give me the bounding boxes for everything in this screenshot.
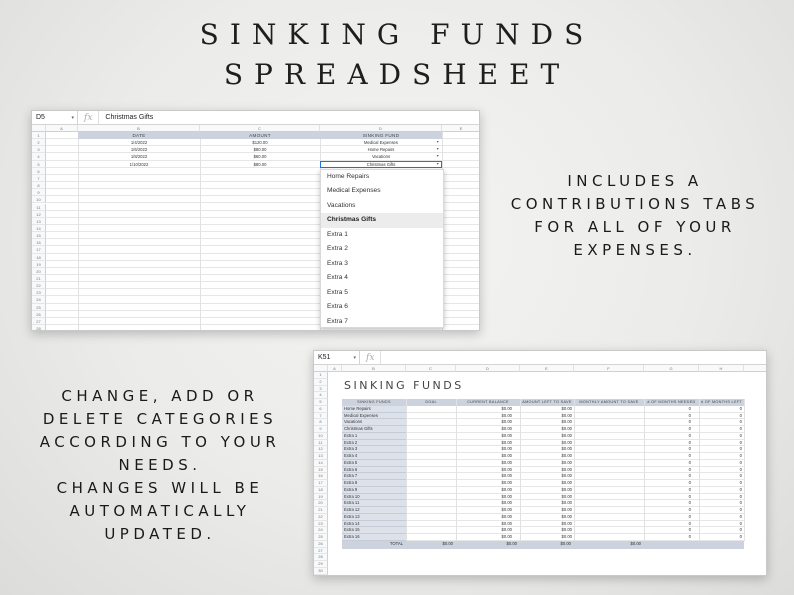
amount-left-cell[interactable]: $0.00 [561,412,572,418]
dropdown-option[interactable]: Extra 5 [327,288,348,296]
chevron-down-icon[interactable]: ▼ [436,161,440,166]
months-left-cell[interactable]: 0 [739,473,742,479]
row-number[interactable]: 2 [32,139,46,146]
total-value: $0.00 [630,540,641,546]
months-needed-cell[interactable]: 0 [688,520,691,526]
column-header[interactable]: F [574,365,644,372]
category-cell[interactable]: Extra 10 [342,494,406,501]
current-balance-cell[interactable]: $0.00 [501,439,512,445]
row-number[interactable]: 4 [314,392,328,399]
amount-left-cell[interactable]: $0.00 [561,513,572,519]
row-number[interactable]: 29 [314,561,328,568]
months-needed-cell[interactable]: 0 [688,473,691,479]
current-balance-cell[interactable]: $0.00 [501,473,512,479]
row-number[interactable]: 26 [32,311,46,318]
amount-cell[interactable]: $60.00 [253,154,267,160]
date-cell[interactable]: 1/6/2022 [130,147,148,153]
category-cell[interactable]: Extra 7 [342,473,406,480]
row-number[interactable]: 12 [32,211,46,218]
months-needed-cell[interactable]: 0 [688,480,691,485]
row-number[interactable]: 10 [314,433,328,440]
name-box[interactable]: D5 ▾ [32,111,78,124]
row-number[interactable]: 24 [32,296,46,303]
dropdown-option[interactable]: Home Repairs [327,172,370,180]
dropdown-option[interactable]: Extra 4 [327,274,348,282]
chevron-down-icon: ▾ [71,114,74,121]
row-number[interactable]: 20 [32,268,46,275]
amount-left-cell[interactable]: $0.00 [561,426,572,431]
fund-cell[interactable]: Christmas Gifts [366,161,396,167]
amount-left-cell[interactable]: $0.00 [561,405,572,411]
row-number[interactable]: 20 [314,500,328,507]
row-number[interactable]: 26 [314,541,328,548]
row-number[interactable]: 30 [314,568,328,575]
category-cell[interactable]: Home Repairs [342,406,406,413]
months-left-cell[interactable]: 0 [739,486,742,492]
dropdown-option[interactable]: Extra 1 [327,230,348,238]
date-cell[interactable]: 1/4/2022 [130,140,148,146]
header-cell: AMOUNT [200,132,320,139]
months-needed-cell[interactable]: 0 [688,507,691,512]
amount-left-cell[interactable]: $0.00 [561,507,572,512]
row-number[interactable]: 2 [314,379,328,386]
months-left-cell[interactable]: 0 [739,507,742,512]
months-needed-cell[interactable]: 0 [688,432,691,438]
selected-cell-outline [320,161,442,168]
amount-left-cell[interactable]: $0.00 [561,493,572,499]
category-cell[interactable]: Extra 5 [342,460,406,467]
row-number[interactable]: 16 [32,239,46,246]
dropdown-option[interactable]: Vacations [327,201,356,209]
months-left-cell[interactable]: 0 [739,419,742,425]
row-number[interactable]: 10 [32,196,46,203]
chevron-down-icon[interactable]: ▼ [436,140,440,145]
formula-bar[interactable] [314,351,766,365]
caption-categories: CHANGE, ADD OR DELETE CATEGORIES ACCORDING TO YOUR NEEDS. CHANGES WILL BE AUTOMATICALLY UPDATED. [39,387,281,543]
current-balance-cell[interactable]: $0.00 [501,412,512,418]
row-number[interactable]: 5 [314,399,328,406]
header-cell: GOAL [406,399,456,406]
current-balance-cell[interactable]: $0.00 [501,480,512,485]
amount-left-cell[interactable]: $0.00 [561,534,572,539]
sheet-title: SINKING FUNDS [344,378,464,392]
row-number[interactable]: 15 [32,232,46,239]
months-left-cell[interactable]: 0 [739,480,742,485]
current-balance-cell[interactable]: $0.00 [501,527,512,533]
dropdown-option[interactable]: Christmas Gifts [321,213,443,228]
caption-contributions: INCLUDES A CONTRIBUTIONS TABS FOR ALL OF YOUR EXPENSES. [510,172,760,259]
category-cell[interactable]: Christmas Gifts [342,426,406,433]
dropdown-option[interactable]: Extra 7 [327,317,348,325]
dropdown-option[interactable]: Extra 6 [327,303,348,311]
months-left-cell[interactable]: 0 [739,459,742,465]
amount-left-cell[interactable]: $0.00 [561,439,572,445]
months-left-cell[interactable]: 0 [739,534,742,539]
row-number[interactable]: 13 [32,218,46,225]
current-balance-cell[interactable]: $0.00 [501,534,512,539]
date-cell[interactable]: 1/10/2022 [129,161,149,167]
months-left-cell[interactable]: 0 [739,466,742,472]
current-balance-cell[interactable]: $0.00 [501,459,512,465]
row-number[interactable]: 8 [32,182,46,189]
current-balance-cell[interactable]: $0.00 [501,486,512,492]
row-number[interactable]: 7 [314,413,328,420]
column-header[interactable]: A [46,125,78,132]
months-left-cell[interactable]: 0 [739,527,742,533]
current-balance-cell[interactable]: $0.00 [501,426,512,431]
months-needed-cell[interactable]: 0 [688,466,691,472]
category-cell[interactable]: Extra 4 [342,453,406,460]
column-header[interactable] [744,365,767,372]
months-needed-cell[interactable]: 0 [688,493,691,499]
chevron-down-icon: ▾ [353,354,356,361]
row-number[interactable]: 16 [314,473,328,480]
fund-dropdown-menu[interactable] [320,169,444,329]
fund-cell[interactable]: Medical Expenses [364,140,398,146]
current-balance-cell[interactable]: $0.00 [501,453,512,458]
amount-left-cell[interactable]: $0.00 [561,446,572,452]
name-box[interactable]: K51 ▾ [314,351,360,364]
amount-left-cell[interactable]: $0.00 [561,419,572,425]
months-left-cell[interactable]: 0 [739,405,742,411]
row-number[interactable]: 8 [314,419,328,426]
row-number[interactable]: 18 [32,254,46,261]
row-number[interactable]: 11 [314,440,328,447]
header-cell: SINKING FUNDS [342,399,406,406]
header-cell: DATE [78,132,200,139]
page-title-line2: SPREADSHEET [223,58,571,91]
current-balance-cell[interactable]: $0.00 [501,446,512,452]
months-needed-cell[interactable]: 0 [688,446,691,452]
page-title-line1: SINKING FUNDS [199,18,595,51]
row-number[interactable]: 27 [314,548,328,555]
row-number[interactable]: 21 [32,275,46,282]
category-cell[interactable]: Extra 13 [342,514,406,521]
row-number[interactable]: 7 [32,175,46,182]
row-number[interactable]: 9 [32,189,46,196]
row-number[interactable]: 1 [32,132,46,139]
column-header[interactable]: E [520,365,574,372]
row-number[interactable]: 11 [32,204,46,211]
current-balance-cell[interactable]: $0.00 [501,513,512,519]
row-number[interactable]: 23 [32,289,46,296]
months-needed-cell[interactable]: 0 [688,534,691,539]
row-number[interactable]: 28 [32,325,46,331]
category-cell[interactable]: Extra 8 [342,480,406,487]
current-balance-cell[interactable]: $0.00 [501,419,512,425]
dropdown-option[interactable]: Extra 3 [327,259,348,267]
current-balance-cell[interactable]: $0.00 [501,493,512,499]
column-header[interactable]: H [699,365,744,372]
current-balance-cell[interactable]: $0.00 [501,520,512,526]
row-number[interactable]: 17 [314,480,328,487]
current-balance-cell[interactable]: $0.00 [501,500,512,506]
category-cell[interactable]: Medical Expenses [342,413,406,420]
column-header[interactable]: B [78,125,200,132]
row-number[interactable]: 12 [314,446,328,453]
total-value: $0.00 [506,540,517,546]
column-header[interactable]: D [320,125,442,132]
header-cell: AMOUNT LEFT TO SAVE [520,399,574,406]
chevron-down-icon[interactable]: ▼ [436,147,440,152]
row-number[interactable]: 3 [32,146,46,153]
fund-cell[interactable]: Home Repairs [367,147,395,153]
column-header[interactable]: C [200,125,320,132]
current-balance-cell[interactable]: $0.00 [501,507,512,512]
row-number[interactable]: 25 [314,534,328,541]
header-cell: SINKING FUND [320,132,442,139]
row-number[interactable]: 24 [314,527,328,534]
total-label: TOTAL [389,540,403,546]
months-left-cell[interactable]: 0 [739,500,742,506]
row-number[interactable]: 1 [314,372,328,379]
months-needed-cell[interactable]: 0 [688,513,691,519]
contributions-sheet[interactable] [31,110,480,331]
row-number[interactable]: 6 [314,406,328,413]
amount-left-cell[interactable]: $0.00 [561,453,572,458]
grid-line [456,399,457,541]
row-number[interactable]: 28 [314,554,328,561]
row-number[interactable]: 6 [32,168,46,175]
months-needed-cell[interactable]: 0 [688,459,691,465]
amount-cell[interactable]: $80.00 [253,161,267,167]
column-header[interactable]: G [644,365,699,372]
column-header[interactable]: D [456,365,520,372]
amount-left-cell[interactable]: $0.00 [561,520,572,526]
row-number[interactable]: 17 [32,246,46,253]
amount-cell[interactable]: $120.00 [252,140,268,146]
amount-left-cell[interactable]: $0.00 [561,480,572,485]
months-needed-cell[interactable]: 0 [688,405,691,411]
formula-value[interactable]: Christmas Gifts [105,114,154,121]
category-cell[interactable]: Extra 14 [342,521,406,528]
months-needed-cell[interactable]: 0 [688,453,691,458]
months-needed-cell[interactable]: 0 [688,412,691,418]
category-cell[interactable]: Extra 12 [342,507,406,514]
months-left-cell[interactable]: 0 [739,439,742,445]
row-number[interactable]: 27 [32,318,46,325]
corner-cell[interactable] [314,365,328,372]
row-number[interactable]: 22 [314,514,328,521]
header-cell: # OF MONTHS NEEDED [644,399,699,406]
row-number[interactable]: 18 [314,487,328,494]
row-number[interactable]: 25 [32,304,46,311]
grid-line [644,399,645,541]
category-cell[interactable]: Extra 3 [342,446,406,453]
amount-left-cell[interactable]: $0.00 [561,432,572,438]
column-header[interactable]: B [342,365,406,372]
category-cell[interactable]: Extra 2 [342,440,406,447]
fund-cell[interactable]: Vacations [371,154,391,160]
row-number[interactable]: 13 [314,453,328,460]
months-needed-cell[interactable]: 0 [688,527,691,533]
category-cell[interactable]: Extra 1 [342,433,406,440]
chevron-down-icon[interactable]: ▼ [436,154,440,159]
months-needed-cell[interactable]: 0 [688,419,691,425]
amount-left-cell[interactable]: $0.00 [561,500,572,506]
grid-line [699,399,700,541]
months-needed-cell[interactable]: 0 [688,500,691,506]
formula-bar[interactable] [32,111,479,125]
amount-left-cell[interactable]: $0.00 [561,527,572,533]
category-cell[interactable]: Extra 9 [342,487,406,494]
months-left-cell[interactable]: 0 [739,520,742,526]
current-balance-cell[interactable]: $0.00 [501,405,512,411]
fx-icon: fx [78,111,99,124]
months-left-cell[interactable]: 0 [739,446,742,452]
category-cell[interactable]: Extra 6 [342,467,406,474]
grid-line [406,399,407,541]
row-number[interactable]: 23 [314,521,328,528]
row-number[interactable]: 4 [32,153,46,160]
amount-left-cell[interactable]: $0.00 [561,486,572,492]
header-cell: # OF MONTHS LEFT [700,400,743,404]
current-balance-cell[interactable]: $0.00 [501,466,512,472]
header-cell: MONTHLY AMOUNT TO SAVE [574,399,644,406]
column-header[interactable]: A [328,365,342,372]
corner-cell[interactable] [32,125,46,132]
column-header[interactable]: C [406,365,456,372]
row-number[interactable]: 9 [314,426,328,433]
row-number[interactable]: 21 [314,507,328,514]
row-number[interactable]: 19 [32,261,46,268]
amount-left-cell[interactable]: $0.00 [561,473,572,479]
category-cell[interactable]: Extra 11 [342,500,406,507]
months-left-cell[interactable]: 0 [739,426,742,431]
category-cell[interactable]: Extra 16 [342,534,406,541]
dropdown-option[interactable]: Extra 2 [327,245,348,253]
amount-cell[interactable]: $80.00 [253,147,267,153]
months-needed-cell[interactable]: 0 [688,439,691,445]
amount-left-cell[interactable]: $0.00 [561,459,572,465]
months-needed-cell[interactable]: 0 [688,426,691,431]
months-left-cell[interactable]: 0 [739,493,742,499]
fx-icon: fx [360,351,381,364]
months-left-cell[interactable]: 0 [739,432,742,438]
row-number[interactable]: 19 [314,494,328,501]
current-balance-cell[interactable]: $0.00 [501,432,512,438]
row-number[interactable]: 3 [314,386,328,393]
grid-line [744,399,745,541]
months-left-cell[interactable]: 0 [739,453,742,458]
grid-line [574,399,575,541]
sinking-funds-sheet[interactable] [313,350,767,576]
months-left-cell[interactable]: 0 [739,513,742,519]
date-cell[interactable]: 1/8/2022 [130,154,148,160]
total-value: $0.00 [442,540,453,546]
column-header[interactable]: E [442,125,480,132]
row-number[interactable]: 15 [314,467,328,474]
amount-left-cell[interactable]: $0.00 [561,466,572,472]
grid-line [520,399,521,541]
category-cell[interactable]: Extra 15 [342,527,406,534]
row-number[interactable]: 14 [32,225,46,232]
row-number[interactable]: 14 [314,460,328,467]
row-number[interactable]: 5 [32,161,46,168]
months-left-cell[interactable]: 0 [739,412,742,418]
header-cell: CURRENT BALANCE [456,399,520,406]
total-value: $0.00 [560,540,571,546]
category-cell[interactable]: Vacations [342,419,406,426]
dropdown-option[interactable]: Medical Expenses [327,187,381,195]
row-number[interactable]: 22 [32,282,46,289]
months-needed-cell[interactable]: 0 [688,486,691,492]
